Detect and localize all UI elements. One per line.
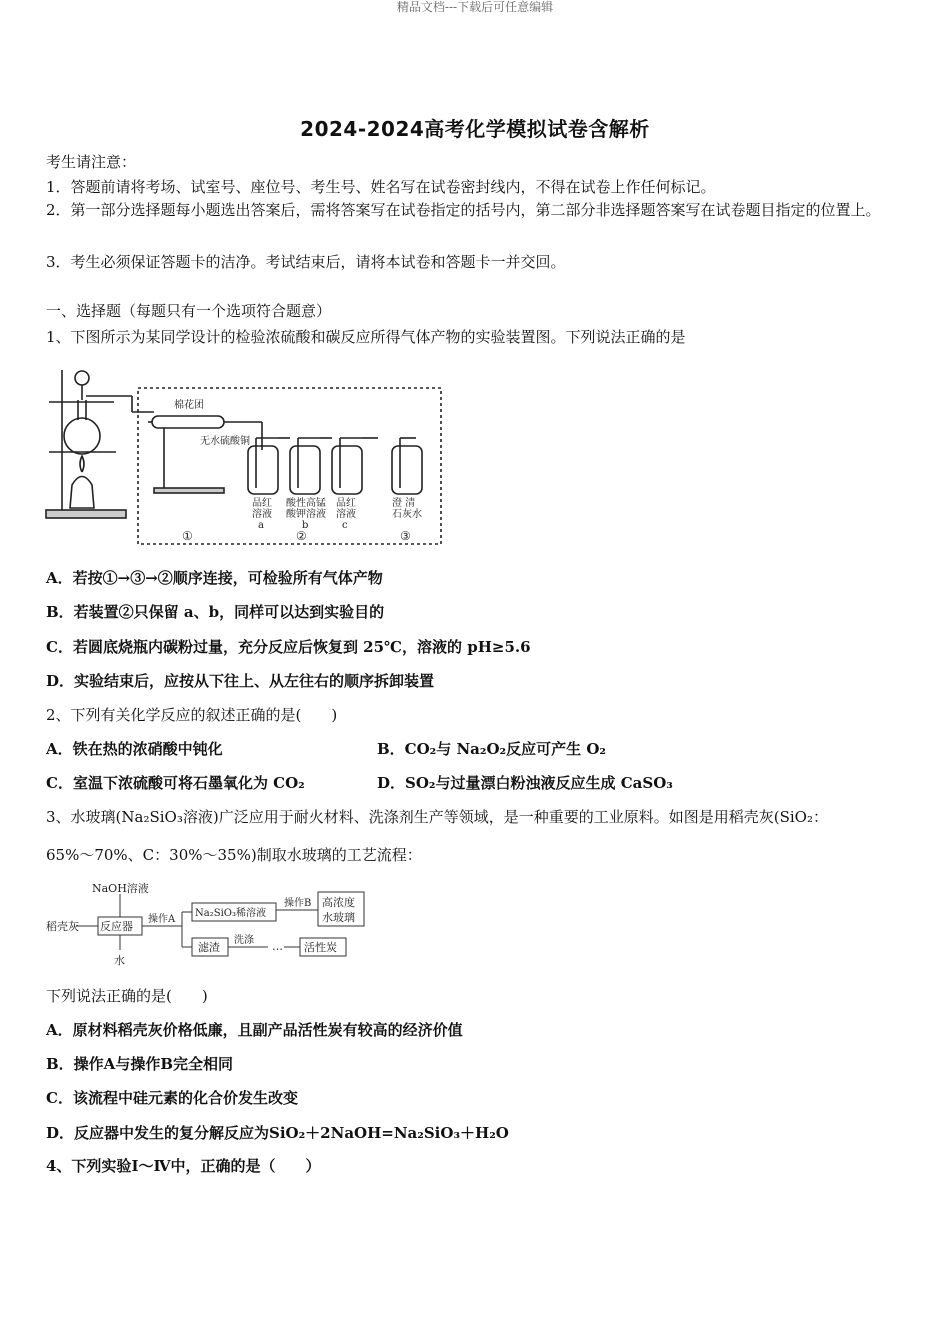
q1-option-d: D．实验结束后，应按从下往上、从左往右的顺序拆卸装置 — [46, 672, 435, 690]
bottle-a-line3: a — [258, 520, 264, 531]
q3-stem-line2: 65%～70%、C：30%～35%)制取水玻璃的工艺流程： — [46, 846, 422, 864]
q1-apparatus-figure — [44, 360, 446, 550]
part-1-label: ① — [182, 529, 193, 543]
bottle-a-line2: 溶液 — [252, 509, 272, 520]
q3-flow-chart — [46, 880, 376, 970]
q3-option-c: C．该流程中硅元素的化合价发生改变 — [46, 1089, 298, 1107]
flow-ash: 稻壳灰 — [46, 920, 79, 933]
flow-naoh: NaOH溶液 — [92, 882, 149, 895]
flow-residue: 滤渣 — [198, 941, 220, 954]
flow-water: 水 — [114, 954, 125, 967]
cotton-label: 棉花团 — [174, 400, 204, 411]
part-3-label: ③ — [400, 529, 411, 543]
page-title: 2024-2024高考化学模拟试卷含解析 — [300, 117, 650, 141]
flow-high-1: 高浓度 — [322, 896, 355, 909]
q3-option-a: A．原材料稻壳灰价格低廉，且副产品活性炭有较高的经济价值 — [46, 1021, 463, 1039]
bottle-lime-line1: 澄 清 — [392, 498, 416, 509]
bottle-b-line2: 酸钾溶液 — [286, 509, 326, 520]
notice-item-2: 2．第一部分选择题每小题选出答案后，需将答案写在试卷指定的括号内，第二部分非选择题答案写在试卷题目指定的位置上。 — [46, 201, 881, 219]
q3-stem-line1: 3、水玻璃(Na₂SiO₃溶液)广泛应用于耐火材料、洗涤剂生产等领域，是一种重要的工业原料。如图是用稻壳灰(SiO₂： — [46, 808, 828, 826]
q2-option-b: B．CO₂与 Na₂O₂反应可产生 O₂ — [377, 740, 606, 758]
bottle-b-line3: b — [302, 520, 309, 531]
page-header: 精品文档---下载后可任意编辑 — [396, 0, 554, 14]
q3-option-d: D．反应器中发生的复分解反应为SiO₂＋2NaOH=Na₂SiO₃＋H₂O — [46, 1124, 509, 1142]
q2-stem: 2、下列有关化学反应的叙述正确的是( ) — [46, 706, 338, 724]
q1-option-c: C．若圆底烧瓶内碳粉过量，充分反应后恢复到 25℃，溶液的 pH≥5.6 — [46, 638, 531, 656]
flow-dilute: Na₂SiO₃稀溶液 — [195, 908, 266, 919]
bottle-c-line3: c — [342, 520, 348, 531]
q3-option-b: B．操作A与操作B完全相同 — [46, 1055, 233, 1073]
flow-op-b: 操作B — [284, 898, 312, 909]
q4-stem: 4、下列实验Ⅰ～Ⅳ中，正确的是（ ） — [46, 1157, 321, 1175]
bottle-b-line1: 酸性高锰 — [286, 498, 326, 509]
flow-op-a: 操作A — [148, 914, 176, 925]
section-heading: 一、选择题（每题只有一个选项符合题意） — [46, 302, 332, 320]
q3-ask: 下列说法正确的是( ) — [46, 987, 208, 1005]
q2-option-a: A．铁在热的浓硝酸中钝化 — [46, 740, 223, 758]
q1-option-b: B．若装置②只保留 a、b，同样可以达到实验目的 — [46, 603, 385, 621]
q2-option-d: D．SO₂与过量漂白粉浊液反应生成 CaSO₃ — [377, 774, 673, 792]
bottle-lime-line2: 石灰水 — [392, 509, 422, 520]
q1-option-a: A．若按①→③→②顺序连接，可检验所有气体产物 — [46, 569, 383, 587]
bottle-a-line1: 品红 — [252, 498, 272, 509]
notice-heading: 考生请注意： — [46, 153, 137, 171]
flow-high-2: 水玻璃 — [322, 911, 355, 924]
flow-reactor: 反应器 — [100, 920, 133, 933]
flow-dots: … — [272, 940, 283, 953]
part-2-label: ② — [296, 529, 307, 543]
bottle-c-line1: 品红 — [336, 498, 356, 509]
cuso4-label: 无水硫酸铜 — [200, 436, 250, 447]
bottle-c-line2: 溶液 — [336, 509, 356, 520]
notice-item-3: 3．考生必须保证答题卡的洁净。考试结束后，请将本试卷和答题卡一并交回。 — [46, 253, 566, 271]
notice-item-1: 1．答题前请将考场、试室号、座位号、考生号、姓名写在试卷密封线内，不得在试卷上作任何标记。 — [46, 178, 716, 196]
q1-stem: 1、下图所示为某同学设计的检验浓硫酸和碳反应所得气体产物的实验装置图。下列说法正确的是 — [46, 328, 686, 346]
flow-wash: 洗涤 — [234, 935, 254, 946]
q2-option-c: C．室温下浓硫酸可将石墨氧化为 CO₂ — [46, 774, 305, 792]
flow-carbon: 活性炭 — [304, 941, 337, 954]
